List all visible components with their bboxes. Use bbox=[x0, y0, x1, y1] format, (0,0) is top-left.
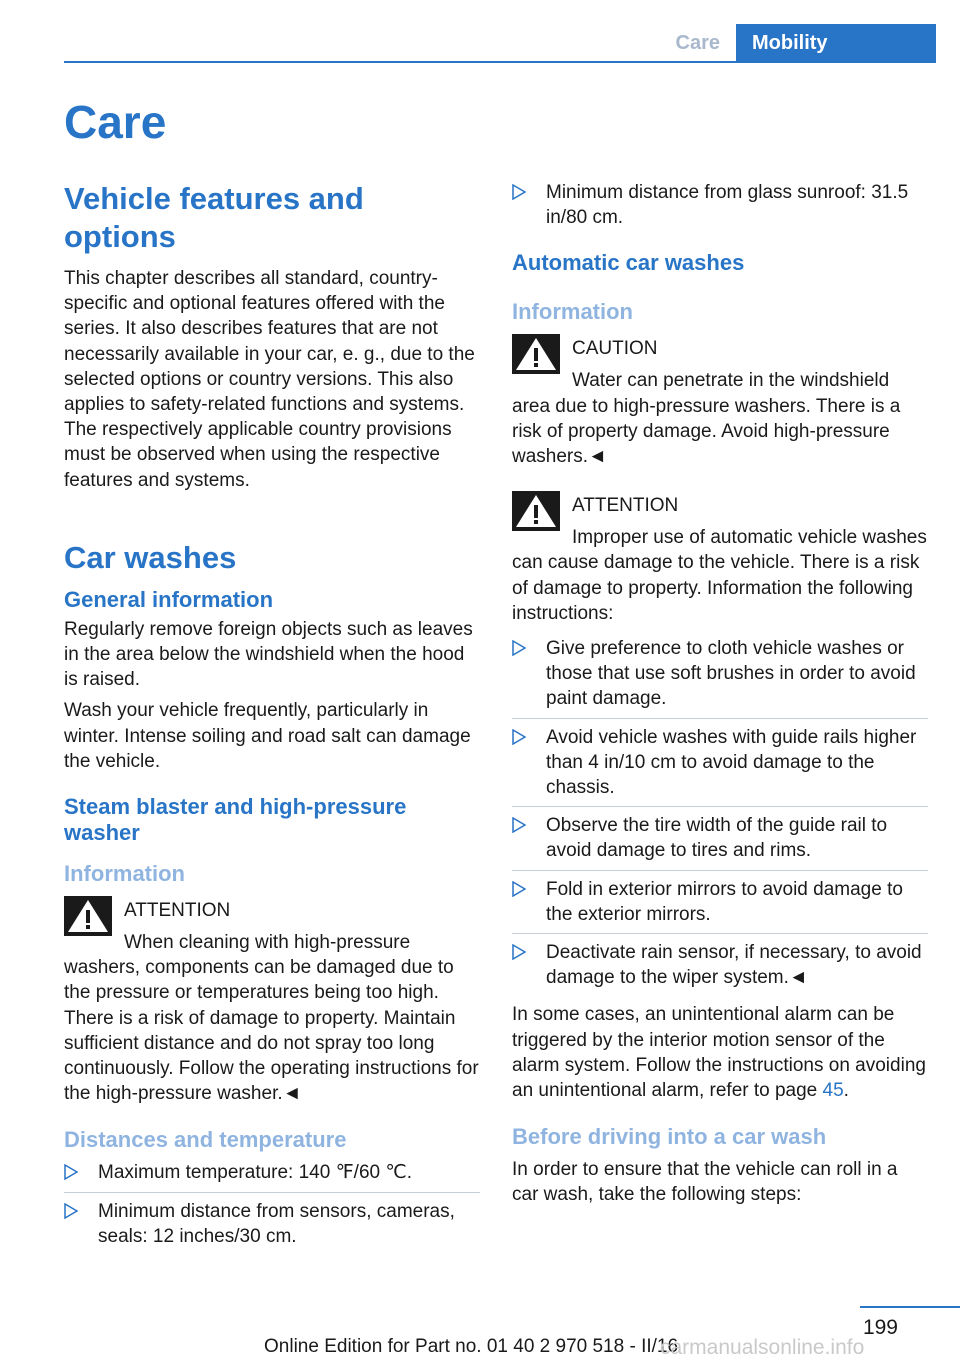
attention-text: When cleaning with high-pressure washers, components can be damaged due to the pressure or temperatures being too high. There is a risk of damage to property. Maintain sufficient distance and do not spray too long continuously. Follow the operating instructions for the high-pressure washer.◄ bbox=[64, 932, 479, 1105]
warning-triangle-icon bbox=[64, 896, 112, 936]
list-item bbox=[512, 940, 928, 996]
information-heading: Information bbox=[64, 861, 185, 887]
bullet-triangle-icon bbox=[64, 1164, 78, 1180]
list-item bbox=[512, 813, 928, 870]
tab-mobility[interactable]: Mobility bbox=[736, 24, 936, 62]
attention-text-right: Improper use of automatic vehicle washes can cause damage to the vehicle. There is a risk of damage to property. Information the following instructions: bbox=[512, 527, 927, 624]
warning-triangle-icon bbox=[512, 334, 560, 374]
tab-care[interactable]: Care bbox=[640, 24, 736, 62]
header-tabs bbox=[640, 24, 936, 62]
list-item-text: Minimum distance from sensors, cameras, seals: 12 inches/30 cm. bbox=[98, 1200, 455, 1247]
before-car-wash-text: In order to ensure that the vehicle can roll in a car wash, take the following steps: bbox=[512, 1159, 898, 1206]
footer-rule bbox=[860, 1306, 960, 1308]
bullet-triangle-icon bbox=[512, 881, 526, 897]
caution-title: CAUTION bbox=[572, 338, 658, 360]
bullet-triangle-icon bbox=[512, 729, 526, 745]
list-item bbox=[512, 725, 928, 808]
list-item bbox=[64, 1160, 480, 1192]
header-rule bbox=[64, 61, 936, 63]
distances-list bbox=[64, 1160, 480, 1255]
list-item bbox=[512, 636, 928, 719]
caution-text: Water can penetrate in the windshield area due to high-pressure washers. There is a risk of property damage. Avoid high-pressure washers.◄ bbox=[512, 370, 901, 468]
list-item-text: Give preference to cloth vehicle washes or those that use soft brushes in order to avoid paint damage. bbox=[546, 638, 916, 710]
page-link[interactable]: 45 bbox=[822, 1080, 844, 1102]
list-item-text: Avoid vehicle washes with guide rails higher than 4 in/10 cm to avoid damage to the chassis. bbox=[546, 726, 917, 799]
page-number: 199 bbox=[862, 1316, 898, 1339]
list-item bbox=[64, 1199, 480, 1255]
attention-notice bbox=[64, 894, 480, 1106]
attention-title: ATTENTION bbox=[124, 900, 231, 922]
bullet-triangle-icon bbox=[64, 1203, 78, 1219]
vehicle-features-text: This chapter describes all standard, country-specific and optional features offered with the series. It also describes features that are not necessarily available in your car, e. g., due to the selected options or country versions. This also applies to safety-related functions and systems. The respectively applicable country provisions must be observed when using the respective features and systems. bbox=[64, 268, 475, 491]
before-car-wash-heading: Before driving into a car wash bbox=[512, 1124, 827, 1150]
chapter-title: Care bbox=[64, 96, 167, 148]
list-item-text: Deactivate rain sensor, if necessary, to avoid damage to the wiper system.◄ bbox=[546, 942, 922, 989]
right-column bbox=[512, 180, 928, 1214]
general-info-heading: General information bbox=[64, 586, 274, 612]
car-wash-instructions-list bbox=[512, 636, 928, 996]
general-info-p2: Wash your vehicle frequently, particularly in winter. Intense soiling and road salt can damage the vehicle. bbox=[64, 700, 471, 772]
general-info-p1: Regularly remove foreign objects such as leaves in the area below the windshield when the hood is raised. bbox=[64, 618, 473, 691]
caution-notice bbox=[512, 332, 928, 469]
information-heading-right: Information bbox=[512, 299, 633, 325]
sunroof-list bbox=[512, 180, 928, 236]
edition-note: Online Edition for Part no. 01 40 2 970 518 - II/16 bbox=[264, 1336, 679, 1357]
automatic-heading: Automatic car washes bbox=[512, 250, 745, 276]
vehicle-features-heading: Vehicle features and options bbox=[64, 181, 364, 254]
bullet-triangle-icon bbox=[512, 640, 526, 656]
car-washes-heading: Car washes bbox=[64, 539, 237, 575]
alarm-text: In some cases, an unintentional alarm can be triggered by the interior motion sensor of the alarm system. Follow the instructions on avoiding an unintentional alarm, refer to page 45. bbox=[512, 1004, 926, 1102]
list-item-text: Maximum temperature: 140 ℉/60 ℃. bbox=[98, 1162, 412, 1184]
steam-heading: Steam blaster and high-pressure washer bbox=[64, 794, 407, 846]
list-item-text: Minimum distance from glass sunroof: 31.5 in/80 cm. bbox=[546, 182, 909, 229]
distances-heading: Distances and temperature bbox=[64, 1127, 347, 1153]
watermark: carmanualsonline.info bbox=[660, 1336, 865, 1359]
left-column bbox=[64, 180, 480, 1261]
list-item-text: Observe the tire width of the guide rail to avoid damage to tires and rims. bbox=[546, 815, 888, 862]
bullet-triangle-icon bbox=[512, 817, 526, 833]
list-item bbox=[512, 180, 928, 236]
bullet-triangle-icon bbox=[512, 184, 526, 200]
list-item bbox=[512, 877, 928, 934]
bullet-triangle-icon bbox=[512, 944, 526, 960]
warning-triangle-icon bbox=[512, 491, 560, 531]
attention-notice-right bbox=[512, 489, 928, 626]
list-item-text: Fold in exterior mirrors to avoid damage to the exterior mirrors. bbox=[546, 878, 903, 925]
attention-title-right: ATTENTION bbox=[572, 495, 679, 517]
